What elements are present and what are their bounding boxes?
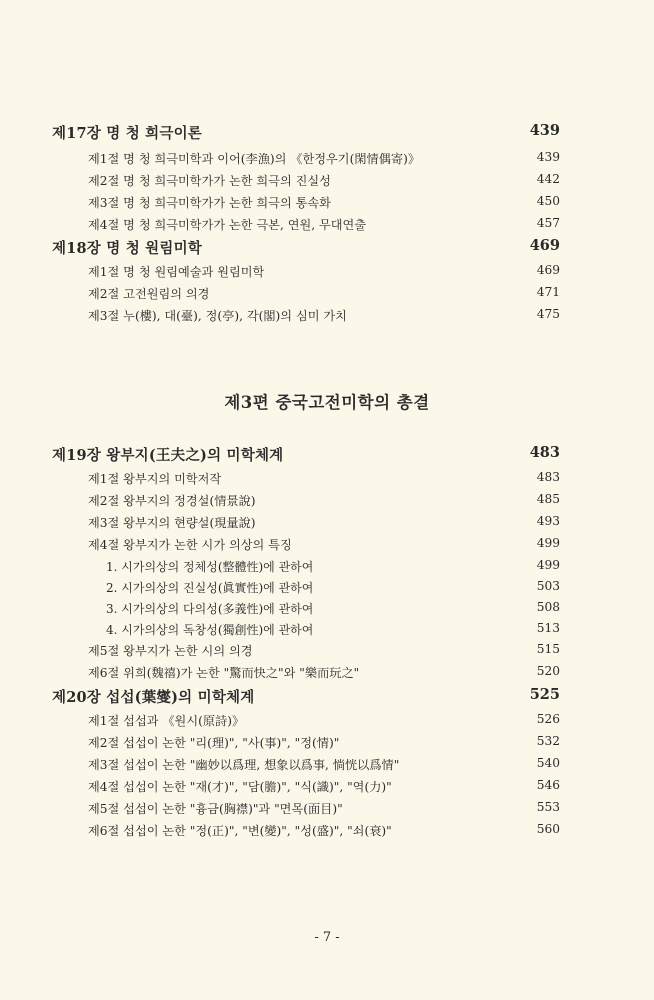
toc-entry-title: 2. 시가의상의 진실성(眞實性)에 관하여 — [106, 581, 314, 595]
toc-entry-page: 469 — [536, 263, 560, 277]
toc-entry-title: 제18장 명 청 원림미학 — [52, 240, 202, 257]
toc-entry-title: 제3절 누(樓), 대(臺), 정(亭), 각(閣)의 심미 가치 — [88, 309, 347, 323]
toc-entry-title: 제19장 왕부지(王夫之)의 미학체계 — [52, 447, 284, 464]
toc-entry-page: 513 — [536, 621, 560, 635]
toc-entry-title: 제2절 명 청 희극미학가가 논한 희극의 진실성 — [88, 174, 331, 188]
toc-entry-page: 540 — [536, 756, 560, 770]
toc-entry-title: 제1절 왕부지의 미학저작 — [88, 472, 222, 486]
part-title: 제3편 중국고전미학의 총결 — [224, 393, 430, 412]
toc-entry-title: 제5절 왕부지가 논한 시의 의경 — [88, 644, 253, 658]
toc-entry-title: 제17장 명 청 희극이론 — [52, 125, 202, 142]
toc-entry-page: 483 — [529, 444, 560, 461]
toc-entry-page: 520 — [536, 664, 560, 678]
toc-entry-title: 제1절 명 청 원림예술과 원림미학 — [88, 265, 265, 279]
toc-entry-page: 439 — [529, 122, 560, 139]
toc-entry-page: 457 — [536, 216, 560, 230]
toc-entry-title: 제4절 왕부지가 논한 시가 의상의 특징 — [88, 538, 292, 552]
toc-entry-page: 469 — [529, 237, 560, 254]
toc-entry-page: 471 — [536, 285, 560, 299]
toc-entry-title: 4. 시가의상의 독창성(獨創性)에 관하여 — [106, 623, 314, 637]
toc-entry-title: 제1절 섭섭과 《원시(原詩)》 — [88, 714, 245, 728]
toc-entry-page: 483 — [536, 470, 560, 484]
toc-entry-page: 560 — [536, 822, 560, 836]
toc-entry-title: 제20장 섭섭(葉燮)의 미학체계 — [52, 689, 255, 706]
page-number: - 7 - — [314, 930, 340, 945]
toc-entry-page: 450 — [536, 194, 560, 208]
toc-entry-page: 532 — [536, 734, 560, 748]
toc-entry-title: 제1절 명 청 희극미학과 이어(李漁)의 《한정우기(閑情偶寄)》 — [88, 152, 421, 166]
toc-entry-page: 442 — [536, 172, 560, 186]
toc-entry-page: 475 — [536, 307, 560, 321]
toc-entry-title: 제6절 섭섭이 논한 "정(正)", "변(變)", "성(盛)", "쇠(衰)" — [88, 824, 392, 838]
toc-entry-title: 제5절 섭섭이 논한 "흉금(胸襟)"과 "면목(面目)" — [88, 802, 343, 816]
toc-entry-page: 525 — [529, 686, 560, 703]
toc-entry-page: 508 — [536, 600, 560, 614]
toc-entry-page: 499 — [536, 558, 560, 572]
toc-entry-page: 553 — [536, 800, 560, 814]
toc-entry-page: 526 — [536, 712, 560, 726]
toc-entry-page: 546 — [536, 778, 560, 792]
toc-entry-title: 제3절 섭섭이 논한 "幽妙以爲理, 想象以爲事, 惝恍以爲情" — [88, 758, 400, 772]
toc-entry-title: 제6절 위희(魏禧)가 논한 "驚而快之"와 "樂而玩之" — [88, 666, 360, 680]
toc-entry-title: 제3절 왕부지의 현량설(現量說) — [88, 516, 256, 530]
toc-entry-page: 485 — [536, 492, 560, 506]
toc-entry-page: 499 — [536, 536, 560, 550]
toc-entry-title: 제2절 고전원림의 의경 — [88, 287, 210, 301]
toc-entry-title: 1. 시가의상의 정체성(整體性)에 관하여 — [106, 560, 314, 574]
toc-entry-title: 3. 시가의상의 다의성(多義性)에 관하여 — [106, 602, 314, 616]
toc-entry-page: 493 — [536, 514, 560, 528]
toc-entry-page: 515 — [536, 642, 560, 656]
toc-entry-title: 제4절 명 청 희극미학가가 논한 극본, 연원, 무대연출 — [88, 218, 367, 232]
toc-entry-title: 제2절 섭섭이 논한 "리(理)", "사(事)", "정(情)" — [88, 736, 340, 750]
toc-entry-title: 제3절 명 청 희극미학가가 논한 희극의 통속화 — [88, 196, 331, 210]
toc-entry-page: 503 — [536, 579, 560, 593]
toc-entry-title: 제2절 왕부지의 정경설(情景說) — [88, 494, 256, 508]
toc-entry-title: 제4절 섭섭이 논한 "재(才)", "담(膽)", "식(識)", "역(力)" — [88, 780, 392, 794]
toc-entry-page: 439 — [536, 150, 560, 164]
